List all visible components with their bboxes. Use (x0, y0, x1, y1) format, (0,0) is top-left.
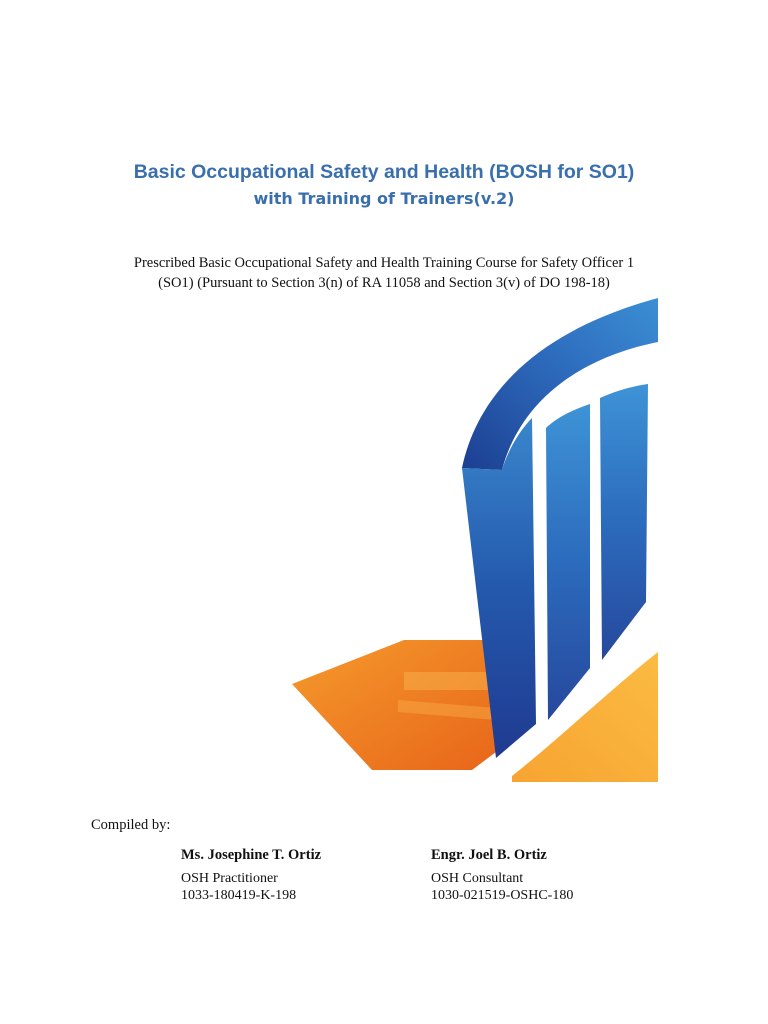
document-title: Basic Occupational Safety and Health (BOSH for SO1) (133, 161, 635, 183)
document-subtitle: with Training of Trainers(v.2) (253, 189, 515, 208)
logo-column-2 (546, 404, 590, 720)
author-role: OSH Practitioner (181, 871, 278, 886)
logo-floor-slab (292, 640, 496, 770)
course-description-line-1: Prescribed Basic Occupational Safety and Health Training Course for Safety Officer 1 (133, 255, 635, 271)
logo-floor-stripe (404, 672, 496, 690)
logo-column-3 (600, 384, 648, 660)
compiled-by-label: Compiled by: (91, 817, 171, 833)
author-block (181, 847, 321, 904)
course-description-line-2: (SO1) (Pursuant to Section 3(n) of RA 11058 and Section 3(v) of DO 198-18) (158, 275, 610, 291)
author-name: Ms. Josephine T. Ortiz (181, 847, 322, 863)
author-block (431, 847, 573, 904)
author-id: 1033-180419-K-198 (181, 888, 297, 903)
author-name: Engr. Joel B. Ortiz (431, 847, 547, 863)
author-role: OSH Consultant (431, 871, 524, 886)
author-id: 1030-021519-OSHC-180 (431, 888, 574, 903)
